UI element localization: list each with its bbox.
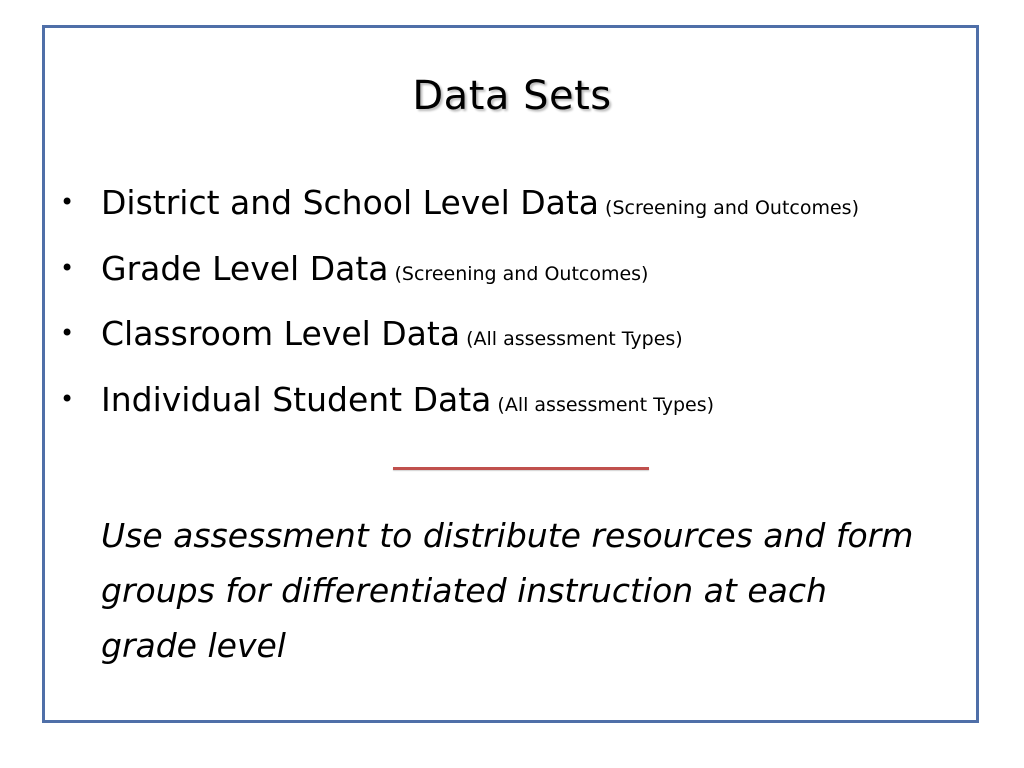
callout-text: Use assessment to distribute resources and form groups for differentiated instruction at each grade level	[101, 516, 914, 665]
bullet-note: (All assessment Types)	[466, 328, 683, 350]
bullet-label: Classroom Level Data	[101, 314, 461, 353]
bullet-text	[101, 244, 648, 299]
bullet-label: Grade Level Data	[101, 248, 389, 288]
bullet-dot-icon: •	[60, 188, 75, 216]
bullet-text	[101, 375, 714, 430]
bullet-dot-icon: •	[60, 319, 75, 347]
red-divider-line	[393, 467, 649, 470]
bullet-label: District and School Level Data	[101, 183, 600, 222]
bullet-text	[101, 178, 859, 233]
bullet-note: (Screening and Outcomes)	[394, 262, 649, 285]
bullet-note: (Screening and Outcomes)	[605, 197, 859, 219]
bullet-dot-icon: •	[60, 384, 75, 413]
bullet-dot-icon: •	[60, 253, 75, 282]
bullet-text	[101, 309, 683, 364]
bullet-note: (All assessment Types)	[497, 393, 715, 416]
slide-title: Data Sets	[412, 73, 612, 119]
bullet-label: Individual Student Data	[101, 379, 492, 419]
